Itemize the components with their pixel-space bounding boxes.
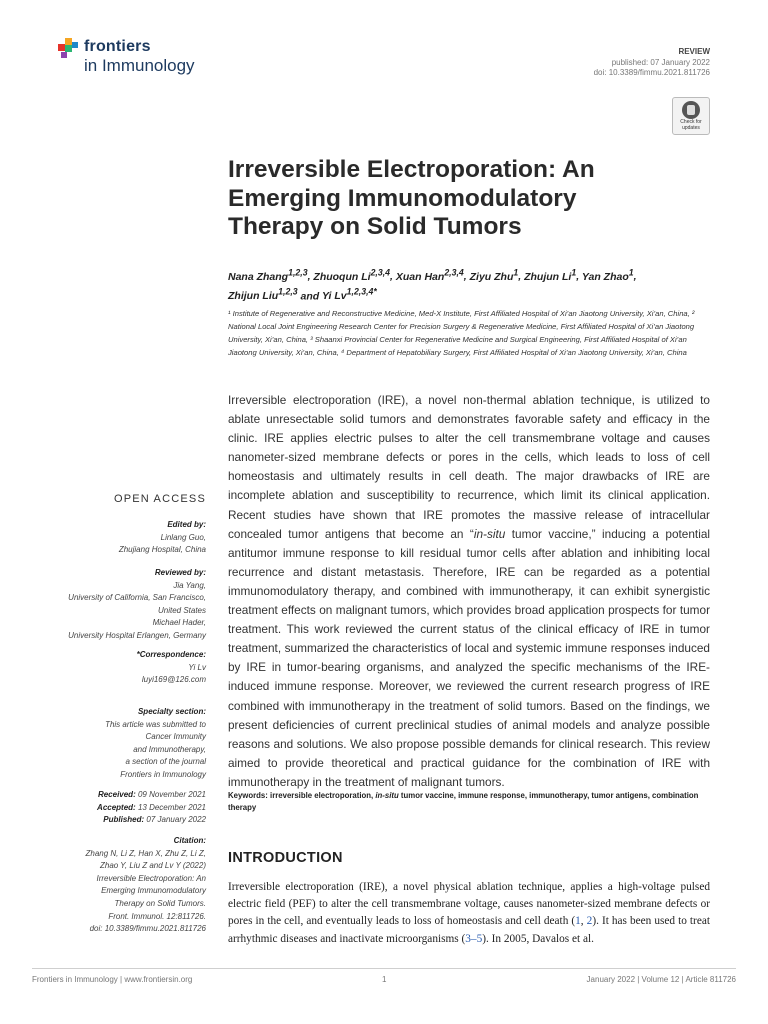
affiliations: ¹ Institute of Regenerative and Reconstructive Medicine, Med-X Institute, First Affiliated Hospital of Xi’an Jiaotong University, Xi’an, China, ² National Local Joint Engineering Research Center for Precision Surgery & Regenerative Medicine, First Affiliated Hospital of Xi’an Jiaotong University, Xi’an, China, ³ Shaanxi Provincial Center for Regenerative Medicine and Surgical Engineering, First Affiliated Hospital of Xi’an Jiaotong University, Xi’an, China, ⁴ Department of Hepatobiliary Surgery, First Affiliated Hospital of Xi’an Jiaotong University, Xi’an, China [228, 309, 695, 357]
check-for-updates-badge[interactable] [672, 97, 710, 135]
citation-link[interactable]: 1 [575, 915, 581, 928]
article-dates: Received: 09 November 2021 Accepted: 13 December 2021 Published: 07 January 2022 [97, 790, 206, 825]
footer-journal[interactable]: Frontiers in Immunology | www.frontiersin.org [32, 975, 193, 984]
specialty-section: Specialty section: This article was submitted to Cancer Immunity and Immunotherapy, a section of the journal Frontiers in Immunology [105, 707, 206, 779]
keywords: Keywords: irreversible electroporation, in-situ tumor vaccine, immune response, immunotherapy, tumor antigens, combination therapy [228, 791, 699, 812]
title-line: Emerging Immunomodulatory [228, 184, 577, 212]
title-line: Irreversible Electroporation: An [228, 156, 595, 183]
footer-volume: January 2022 | Volume 12 | Article 811726 [586, 975, 736, 984]
footer-divider [32, 968, 736, 969]
author[interactable]: Xuan Han$^{2,3,4}$ [395, 267, 464, 283]
check-updates-line-2: updates [682, 124, 700, 131]
bookmark-icon [682, 101, 700, 119]
title-line: Therapy on Solid Tumors [228, 213, 522, 240]
frontiers-logo-icon [58, 36, 80, 62]
doi[interactable]: doi: 10.3389/fimmu.2021.811726 [593, 68, 710, 77]
published-date: published: 07 January 2022 [611, 57, 710, 67]
author[interactable]: Zhijun Liu$^{1,2,3}$ [228, 286, 298, 302]
author[interactable]: Zhuoqun Li$^{2,3,4}$ [313, 267, 391, 283]
citation-link[interactable]: 3–5 [465, 932, 483, 945]
introduction-text: Irreversible electroporation (IRE), a novel physical ablation technique, applies a high-voltage pulsed electric field (PEF) to alter the cell transmembrane voltage, causes nanometer-sized membrane defects or pores in the cell, and eventually leads to loss of homeostasis and cell death (1, 2). It has been used to treat arrhythmic diseases and inactivate microorganisms (3–5). In 2005, Davalos et al. [228, 881, 710, 945]
journal-logo[interactable] [58, 36, 228, 84]
journal-name-top: frontiers [84, 38, 151, 55]
article-title [228, 156, 698, 242]
citation-block: Citation: Zhang N, Li Z, Han X, Zhu Z, Li Z, Zhao Y, Liu Z and Lv Y (2022) Irreversible Electroporation: An Emerging Immunomodulatory Therapy on Solid Tumors. Front. Immunol. 12:811726. doi: 10.3389/fimmu.2021.811726 [85, 836, 206, 934]
author-list: Nana Zhang$^{1,2,3}$, Zhuoqun Li$^{2,3,4}$, Xuan Han$^{2,3,4}$, Ziyu Zhu$^1$, Zhujun Li$^1$, Yan Zhao$^1$, Zhijun Liu$^{1,2,3}$ and Yi $Lv^{1,2,3,4*}$ [228, 267, 637, 302]
open-access-label: OPEN ACCESS [113, 493, 206, 505]
edited-by: Edited by: Linlang Guo, Zhujiang Hospital, China [118, 520, 206, 555]
citation-link[interactable]: 2 [586, 915, 593, 928]
journal-name-bottom: in Immunology [84, 56, 195, 75]
article-type: REVIEW [678, 47, 710, 56]
author[interactable]: Yi $Lv^{1,2,3,4*}$ [321, 286, 377, 302]
author[interactable]: Yan Zhao$^1$ [581, 267, 634, 283]
correspondence-email[interactable]: luyi169@126.com [141, 675, 206, 685]
check-updates-line-1: Check for [680, 119, 702, 125]
author[interactable]: Nana Zhang$^{1,2,3}$ [228, 267, 308, 283]
correspondence: *Correspondence: Yi Lv luyi169@126.com [58, 649, 206, 687]
article-meta [594, 47, 710, 79]
author[interactable]: Ziyu Zhu$^1$ [469, 267, 519, 283]
abstract: Irreversible electroporation (IRE), a novel non-thermal ablation technique, is utilized to ablate unresectable solid tumors and demonstrates favorable safety and efficacy in the clinic. IRE applies electric pulses to alter the cell transmembrane voltage and causes nanometer-sized membrane defects or pores in the cells, which leads to loss of cell homeostasis and ultimately results in cell death. The major drawbacks of IRE are incomplete ablation and susceptibility to recurrence, which limit its clinical application. Recent studies have shown that IRE promotes the massive release of intracellular concealed tumor antigens that become an “in-situ tumor vaccine,” inducing a potential antitumor immune response to kill residual tumor cells after ablation and inhibiting local recurrence and distant metastasis. Therefore, IRE can be regarded as a potential immunomodulatory therapy, and combined with immunotherapy, it can exhibit synergistic treatment effects on malignant tumors, which provides broad application prospects for tumor treatment. This work reviewed the current status of the clinical efficacy of IRE in tumor treatment, summarized the characteristics of local and systemic immune responses induced by IRE in tumor-bearing organisms, and analyzed the specific mechanisms of the IRE-induced immune response. Moreover, we reviewed the current research progress of IRE combined with immunotherapy in the treatment of solid tumors. Based on the findings, we present deficiencies of current preclinical studies of animal models and analyze possible reasons and solutions. We also propose possible demands for clinical research. This review aimed to provide theoretical and practical guidance for the combination of IRE with immunotherapy in the treatment of malignant tumors. [228, 393, 711, 789]
reviewed-by: Reviewed by: Jia Yang, University of California, San Francisco, United States Michael Hader, University Hospital Erlangen, Germany [68, 568, 206, 640]
section-heading-introduction: INTRODUCTION [228, 850, 343, 866]
page-number: 1 [382, 975, 387, 984]
author[interactable]: Zhujun Li$^1$ [524, 267, 577, 283]
